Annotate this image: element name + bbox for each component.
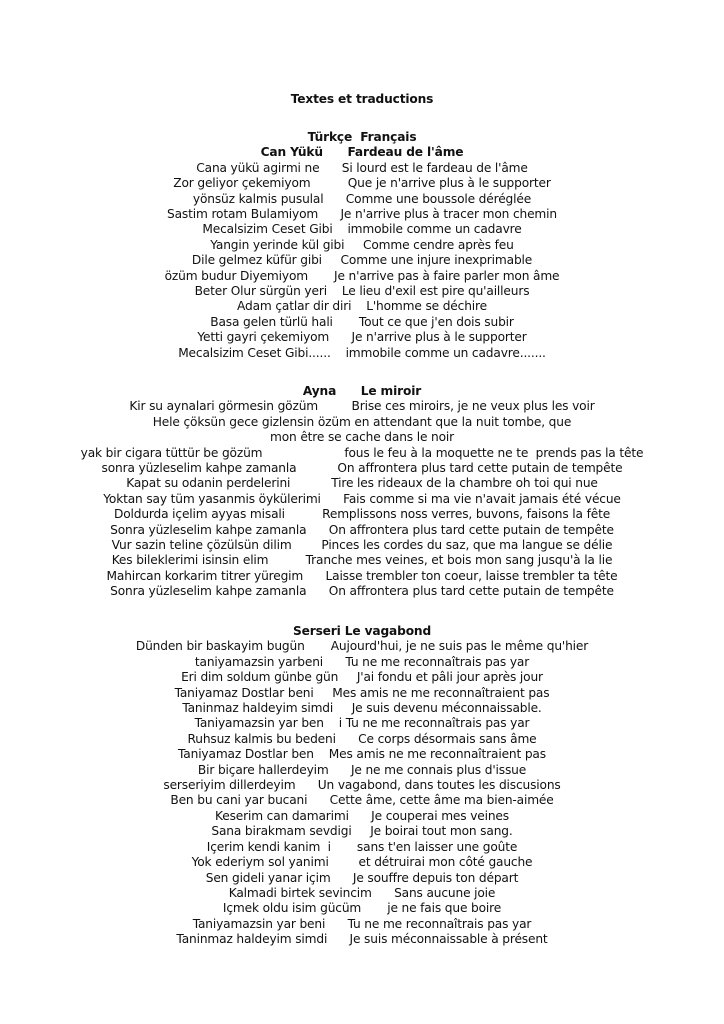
poem-line: Taniyamazsin yar beni Tu ne me reconnaîtrais pas yar (192, 916, 532, 931)
poem-line: Sastim rotam Bulamiyom Je n'arrive plus à tracer mon chemin (167, 207, 557, 222)
document-title: Textes et traductions (290, 92, 434, 106)
poem-line: Sonra yüzleselim kahpe zamanla On affrontera plus tard cette putain de tempête (110, 584, 614, 599)
poem-line: Dile gelmez küfür gibi Comme une injure inexprimable (191, 253, 533, 268)
poem-line: Yok ederiym sol yanimi et détruirai mon côté gauche (191, 855, 533, 870)
poem-title: Can Yükü Fardeau de l'âme (260, 145, 464, 160)
poem-line: Taniyamaz Dostlar ben Mes amis ne me reconnaîtraient pas (178, 747, 546, 762)
poem-line: yak bir cigara tüttür be gözüm fous le feu à la moquette ne te prends pas la tête (80, 445, 644, 460)
poem-line: Taninmaz haldeyim simdi Je suis devenu méconnaissable. (182, 701, 542, 716)
poem-line: Mecalsizim Ceset Gibi immobile comme un cadavre (202, 222, 522, 237)
section-serseri (0, 624, 724, 948)
poem-line: Kalmadi birtek sevincim Sans aucune joie (228, 885, 496, 900)
poem-line: Beter Olur sürgün yeri Le lieu d'exil est pire qu'ailleurs (194, 284, 530, 299)
language-header: Türkçe Français (307, 130, 417, 144)
section-ayna (0, 384, 724, 600)
poem-line: Ben bu cani yar bucani Cette âme, cette âme ma bien-aimée (170, 793, 554, 808)
poem-line: serseriyim dillerdeyim Un vagabond, dans toutes les discusions (163, 778, 561, 793)
poem-line: Eri dim soldum günbe gün J'ai fondu et pâli jour après jour (181, 670, 543, 685)
poem-line: Sonra yüzleselim kahpe zamanla On affrontera plus tard cette putain de tempête (110, 522, 614, 537)
poem-line: Yangin yerinde kül gibi Comme cendre après feu (210, 237, 514, 252)
poem-line: Cana yükü agirmi ne Si lourd est le fardeau de l'âme (196, 160, 528, 175)
poem-line: Taniyamaz Dostlar beni Mes amis ne me reconnaîtraient pas (174, 685, 550, 700)
poem-title: Serseri Le vagabond (292, 624, 432, 638)
poem-line: Mahircan korkarim titrer yüregim Laisse trembler ton coeur, laisse trembler ta tête (106, 568, 618, 583)
poem-line: Kir su aynalari görmesin gözüm Brise ces miroirs, je ne veux plus les voir (129, 399, 595, 414)
poem-line: taniyamazsin yarbeni Tu ne me reconnaîtrais pas yar (194, 654, 530, 669)
poem-line: Içmek oldu isim gücüm je ne fais que boire (222, 901, 502, 916)
poem-line: Ruhsuz kalmis bu bedeni Ce corps désormais sans âme (187, 731, 537, 746)
poem-line: Yoktan say tüm yasanmis öykülerimi Fais comme si ma vie n'avait jamais été vécue (103, 491, 621, 506)
poem-line: Mecalsizim Ceset Gibi...... immobile comme un cadavre....... (178, 345, 546, 360)
poem-line: Sen gideli yanar içim Je souffre depuis ton départ (205, 870, 519, 885)
poem-line: Kapat su odanin perdelerini Tire les rideaux de la chambre oh toi qui nue (126, 476, 598, 491)
poem-line: Keserim can damarimi Je couperai mes veines (215, 808, 509, 823)
poem-line: Zor geliyor çekemiyom Que je n'arrive plus à le supporter (173, 176, 551, 191)
poem-line: yönsüz kalmis pusulal Comme une boussole déréglée (192, 191, 532, 206)
poem-line: Sana birakmam sevdigi Je boirai tout mon sang. (211, 824, 513, 839)
section-can-yuku (0, 130, 724, 361)
poem-line: Kes bileklerimi isinsin elim Tranche mes veines, et bois mon sang jusqu'à la lie (111, 553, 613, 568)
poem-line: Basa gelen türlü hali Tout ce que j'en dois subir (210, 314, 514, 329)
poem-line: özüm budur Diyemiyom Je n'arrive pas à faire parler mon âme (164, 268, 560, 283)
poem-line: Bir biçare hallerdeyim Je ne me connais plus d'issue (197, 762, 527, 777)
poem-line: Yetti gayri çekemiyom Je n'arrive plus à le supporter (197, 330, 527, 345)
poem-line: sonra yüzleselim kahpe zamanla On affrontera plus tard cette putain de tempête (101, 461, 623, 476)
poem-line: Doldurda içelim ayyas misali Remplissons noss verres, buvons, faisons la fête (113, 507, 611, 522)
poem-line: Dünden bir baskayim bugün Aujourd'hui, je ne suis pas le même qu'hier (135, 639, 589, 654)
poem-title: Ayna Le miroir (302, 384, 422, 398)
poem-line: Içerim kendi kanim i sans t'en laisser une goûte (206, 839, 518, 854)
poem-line: Adam çatlar dir diri L'homme se déchire (237, 299, 487, 314)
poem-line: Vur sazin teline çözülsün dilim Pinces les cordes du saz, que ma langue se délie (111, 538, 613, 553)
poem-line: Taniyamazsin yar ben i Tu ne me reconnaîtrais pas yar (194, 716, 530, 731)
poem-line: Taninmaz haldeyim simdi Je suis méconnaissable à présent (176, 932, 548, 947)
poem-line: Hele çöksün gece gizlensin özüm en attendant que la nuit tombe, que mon être se cache dans le noir (152, 414, 572, 445)
